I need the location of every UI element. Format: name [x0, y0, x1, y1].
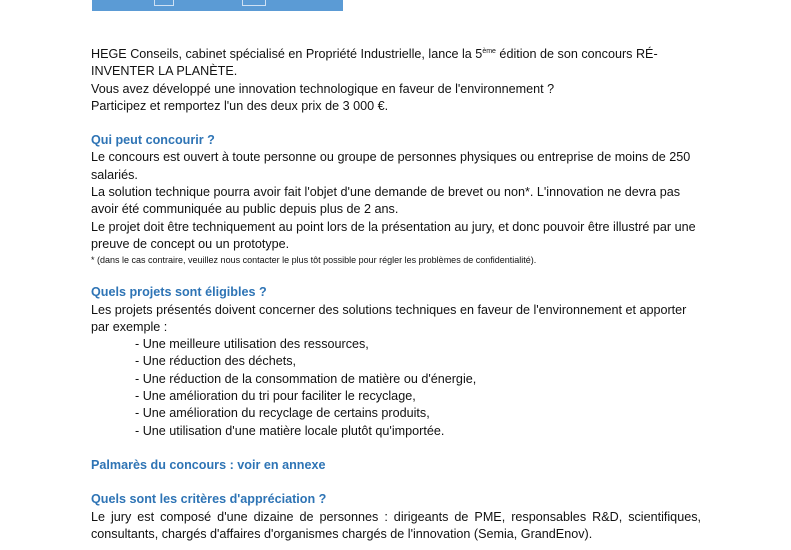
section-heading-projects: Quels projets sont éligibles ? [91, 285, 267, 300]
banner-decoration [154, 0, 174, 6]
projects-list [91, 336, 701, 440]
criteria-paragraph-1: Le jury est composé d'une dizaine de personnes : dirigeants de PME, responsables R&D, scientifiques, consultants, chargés d'affaires d'organismes chargés de l'innovation (Semia, GrandEnov). [91, 509, 701, 541]
section-heading-who: Qui peut concourir ? [91, 133, 215, 148]
list-item: - Une réduction des déchets, [135, 353, 701, 370]
who-paragraph-3: Le projet doit être techniquement au point lors de la présentation au jury, et donc pouvoir être illustré par une preuve de concept ou un prototype. [91, 219, 696, 251]
banner-decoration [242, 0, 266, 6]
list-item: - Une amélioration du tri pour faciliter le recyclage, [135, 388, 701, 405]
who-paragraph-2: La solution technique pourra avoir fait l'objet d'une demande de brevet ou non*. L'innovation ne devra pas avoir été communiquée au public depuis plus de 2 ans. [91, 185, 681, 217]
projects-intro: Les projets présentés doivent concerner des solutions techniques en faveur de l'environnement et apporter par exemple : [91, 302, 687, 334]
document-body [91, 46, 701, 543]
who-paragraph-1: Le concours est ouvert à toute personne ou groupe de personnes physiques ou entreprise de moins de 250 salariés. [91, 150, 691, 182]
header-banner-image [92, 0, 343, 11]
list-item: - Une réduction de la consommation de matière ou d'énergie, [135, 371, 701, 388]
who-footnote: * (dans le cas contraire, veuillez nous contacter le plus tôt possible pour régler les problèmes de confidentialité). [91, 255, 537, 266]
intro-line-3: Participez et remportez l'un des deux prix de 3 000 €. [91, 98, 389, 113]
section-heading-criteria: Quels sont les critères d'appréciation ? [91, 492, 327, 507]
list-item: - Une meilleure utilisation des ressources, [135, 336, 701, 353]
list-item: - Une utilisation d'une matière locale plutôt qu'importée. [135, 423, 701, 440]
list-item: - Une amélioration du recyclage de certains produits, [135, 405, 701, 422]
intro-line-1: HEGE Conseils, cabinet spécialisé en Propriété Industrielle, lance la 5ème édition de son concours RÉ-INVENTER LA PLANÈTE. [91, 47, 658, 79]
section-heading-awards: Palmarès du concours : voir en annexe [91, 457, 326, 472]
intro-line-2: Vous avez développé une innovation technologique en faveur de l'environnement ? [91, 81, 555, 96]
